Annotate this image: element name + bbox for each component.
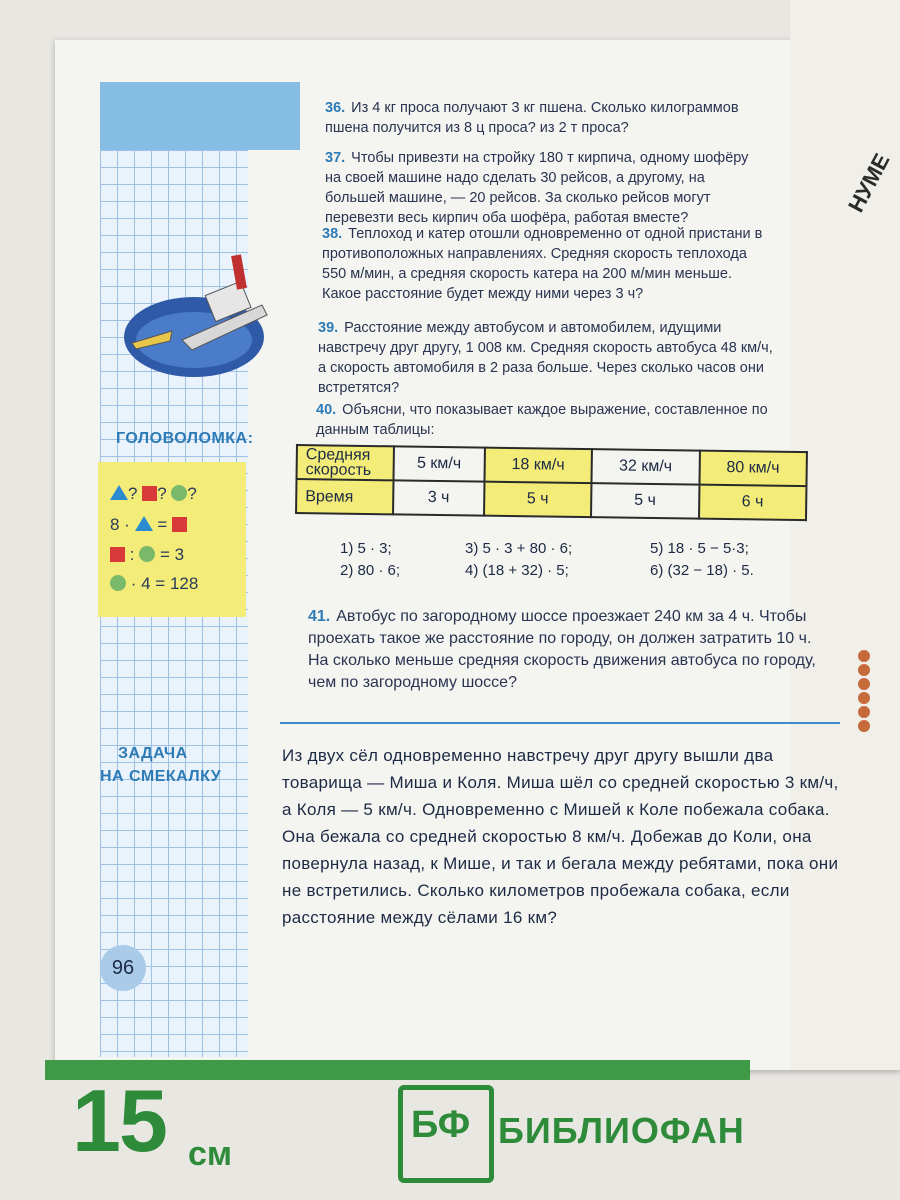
puzzle-row-3 (110, 545, 184, 565)
table-row (296, 479, 806, 520)
margin-header-band (100, 82, 300, 150)
table-cell: 3 ч (393, 480, 484, 515)
problem-number: 39. (318, 320, 339, 336)
speed-time-table (295, 444, 808, 521)
problem-text: Объясни, что показывает каждое выражение, составленное по данным таблицы: (316, 402, 768, 438)
section-divider (280, 722, 840, 724)
question-mark: ? (157, 484, 167, 503)
expression-item: 6) (32 − 18) · 5. (650, 562, 754, 579)
problem-39 (318, 318, 773, 398)
puzzle-heading: ГОЛОВОЛОМКА: (116, 430, 254, 447)
table-cell: 80 км/ч (699, 451, 807, 486)
problem-40 (316, 400, 776, 440)
brand-logo (398, 1085, 494, 1183)
square-icon (142, 486, 157, 501)
puzzle-text: · 4 = 128 (130, 574, 199, 593)
problem-text: Теплоход и катер отошли одновременно от одной пристани в противоположных направлениях. Средняя скорость теплохода 550 м/мин, а средняя скорость катера на 200 м/мин меньше. Какое расстояние будет между ними через 3 ч? (322, 226, 763, 302)
brand-logo-text: БФ (411, 1104, 471, 1146)
problem-number: 36. (325, 100, 346, 116)
problem-number: 37. (325, 150, 346, 166)
table-header-speed: Средняя скорость (297, 445, 394, 480)
puzzle-row-4 (110, 574, 198, 594)
table-cell: 5 км/ч (394, 446, 485, 481)
smart-task-text: Из двух сёл одновременно навстречу друг другу вышли два товарища — Миша и Коля. Миша шёл со средней скоростью 3 км/ч, а Коля — 5 км/ч. Одновременно с Мишей к Коле побежала собака. Она бежала со средней скоростью 8 км/ч. Добежав до Коли, она повернула назад, к Мише, и так и бегала между ребятами, пока они не встретились. Сколько километров пробежала собака, если расстояние между сёлами 16 км? (282, 746, 839, 927)
question-mark: ? (187, 484, 197, 503)
circle-icon (139, 546, 155, 562)
brand-name: БИБЛИОФАН (498, 1110, 745, 1151)
smart-task-heading-2: НА СМЕКАЛКУ (100, 768, 222, 785)
triangle-icon (110, 485, 128, 500)
expression-item: 5) 18 · 5 − 5·3; (650, 540, 749, 557)
puzzle-row-1 (110, 484, 197, 504)
problem-37 (325, 148, 765, 228)
table-cell: 5 ч (591, 483, 699, 518)
problem-number: 38. (322, 226, 343, 242)
problem-text: Автобус по загородному шоссе проезжает 240 км за 4 ч. Чтобы проехать такое же расстояние по городу, он должен затратить 10 ч. На сколько меньше средняя скорость движения автобуса по городу, чем по загородному шоссе? (308, 608, 816, 691)
ship-illustration (122, 245, 272, 385)
problem-text: Расстояние между автобусом и автомобилем, идущими навстречу друг другу, 1 008 км. Средняя скорость автобуса 48 км/ч, а скорость автомобиля в 2 раза больше. Через сколько часов они встретятся? (318, 320, 773, 396)
table-cell: 5 ч (484, 482, 592, 517)
smart-task-heading-1: ЗАДАЧА (118, 745, 188, 762)
puzzle-text: 8 · (110, 515, 130, 534)
expression-item: 4) (18 + 32) · 5; (465, 562, 569, 579)
table-cell: 18 км/ч (484, 448, 592, 483)
problem-36 (325, 98, 755, 138)
problem-38 (322, 224, 767, 304)
problem-text: Из 4 кг проса получают 3 кг пшена. Сколько килограммов пшена получится из 8 ц проса? из 2 т проса? (325, 100, 739, 136)
expression-item: 3) 5 · 3 + 80 · 6; (465, 540, 573, 557)
ruler-unit: см (188, 1135, 233, 1173)
problem-number: 41. (308, 608, 331, 625)
ruler-number: 15 (72, 1071, 166, 1170)
triangle-icon (135, 516, 153, 531)
puzzle-text: = 3 (159, 545, 185, 564)
circle-icon (110, 575, 126, 591)
table-cell: 32 км/ч (592, 449, 700, 484)
problem-41 (308, 606, 833, 694)
expression-item: 2) 80 · 6; (340, 562, 401, 579)
page-number: 96 (100, 945, 146, 991)
puzzle-box (98, 462, 246, 617)
puzzle-text: = (157, 515, 168, 534)
square-icon (110, 547, 125, 562)
table-header-time: Время (296, 479, 393, 514)
problem-number: 40. (316, 402, 337, 418)
question-mark: ? (128, 484, 138, 503)
problem-text: Чтобы привезти на стройку 180 т кирпича, одному шофёру на своей машине надо сделать 30 рейсов, а другому, на большей машине, — 20 рейсов. За сколько рейсов могут перевезти весь кирпич оба шофёра, работая вместе? (325, 150, 749, 226)
puzzle-row-2 (110, 515, 187, 535)
puzzle-text: : (129, 545, 135, 564)
table-cell: 6 ч (699, 485, 807, 520)
circle-icon (171, 485, 187, 501)
facing-page-heading: НУМЕ (843, 149, 895, 217)
square-icon (172, 517, 187, 532)
expression-item: 1) 5 · 3; (340, 540, 392, 557)
abacus-beads-illustration (858, 650, 872, 750)
